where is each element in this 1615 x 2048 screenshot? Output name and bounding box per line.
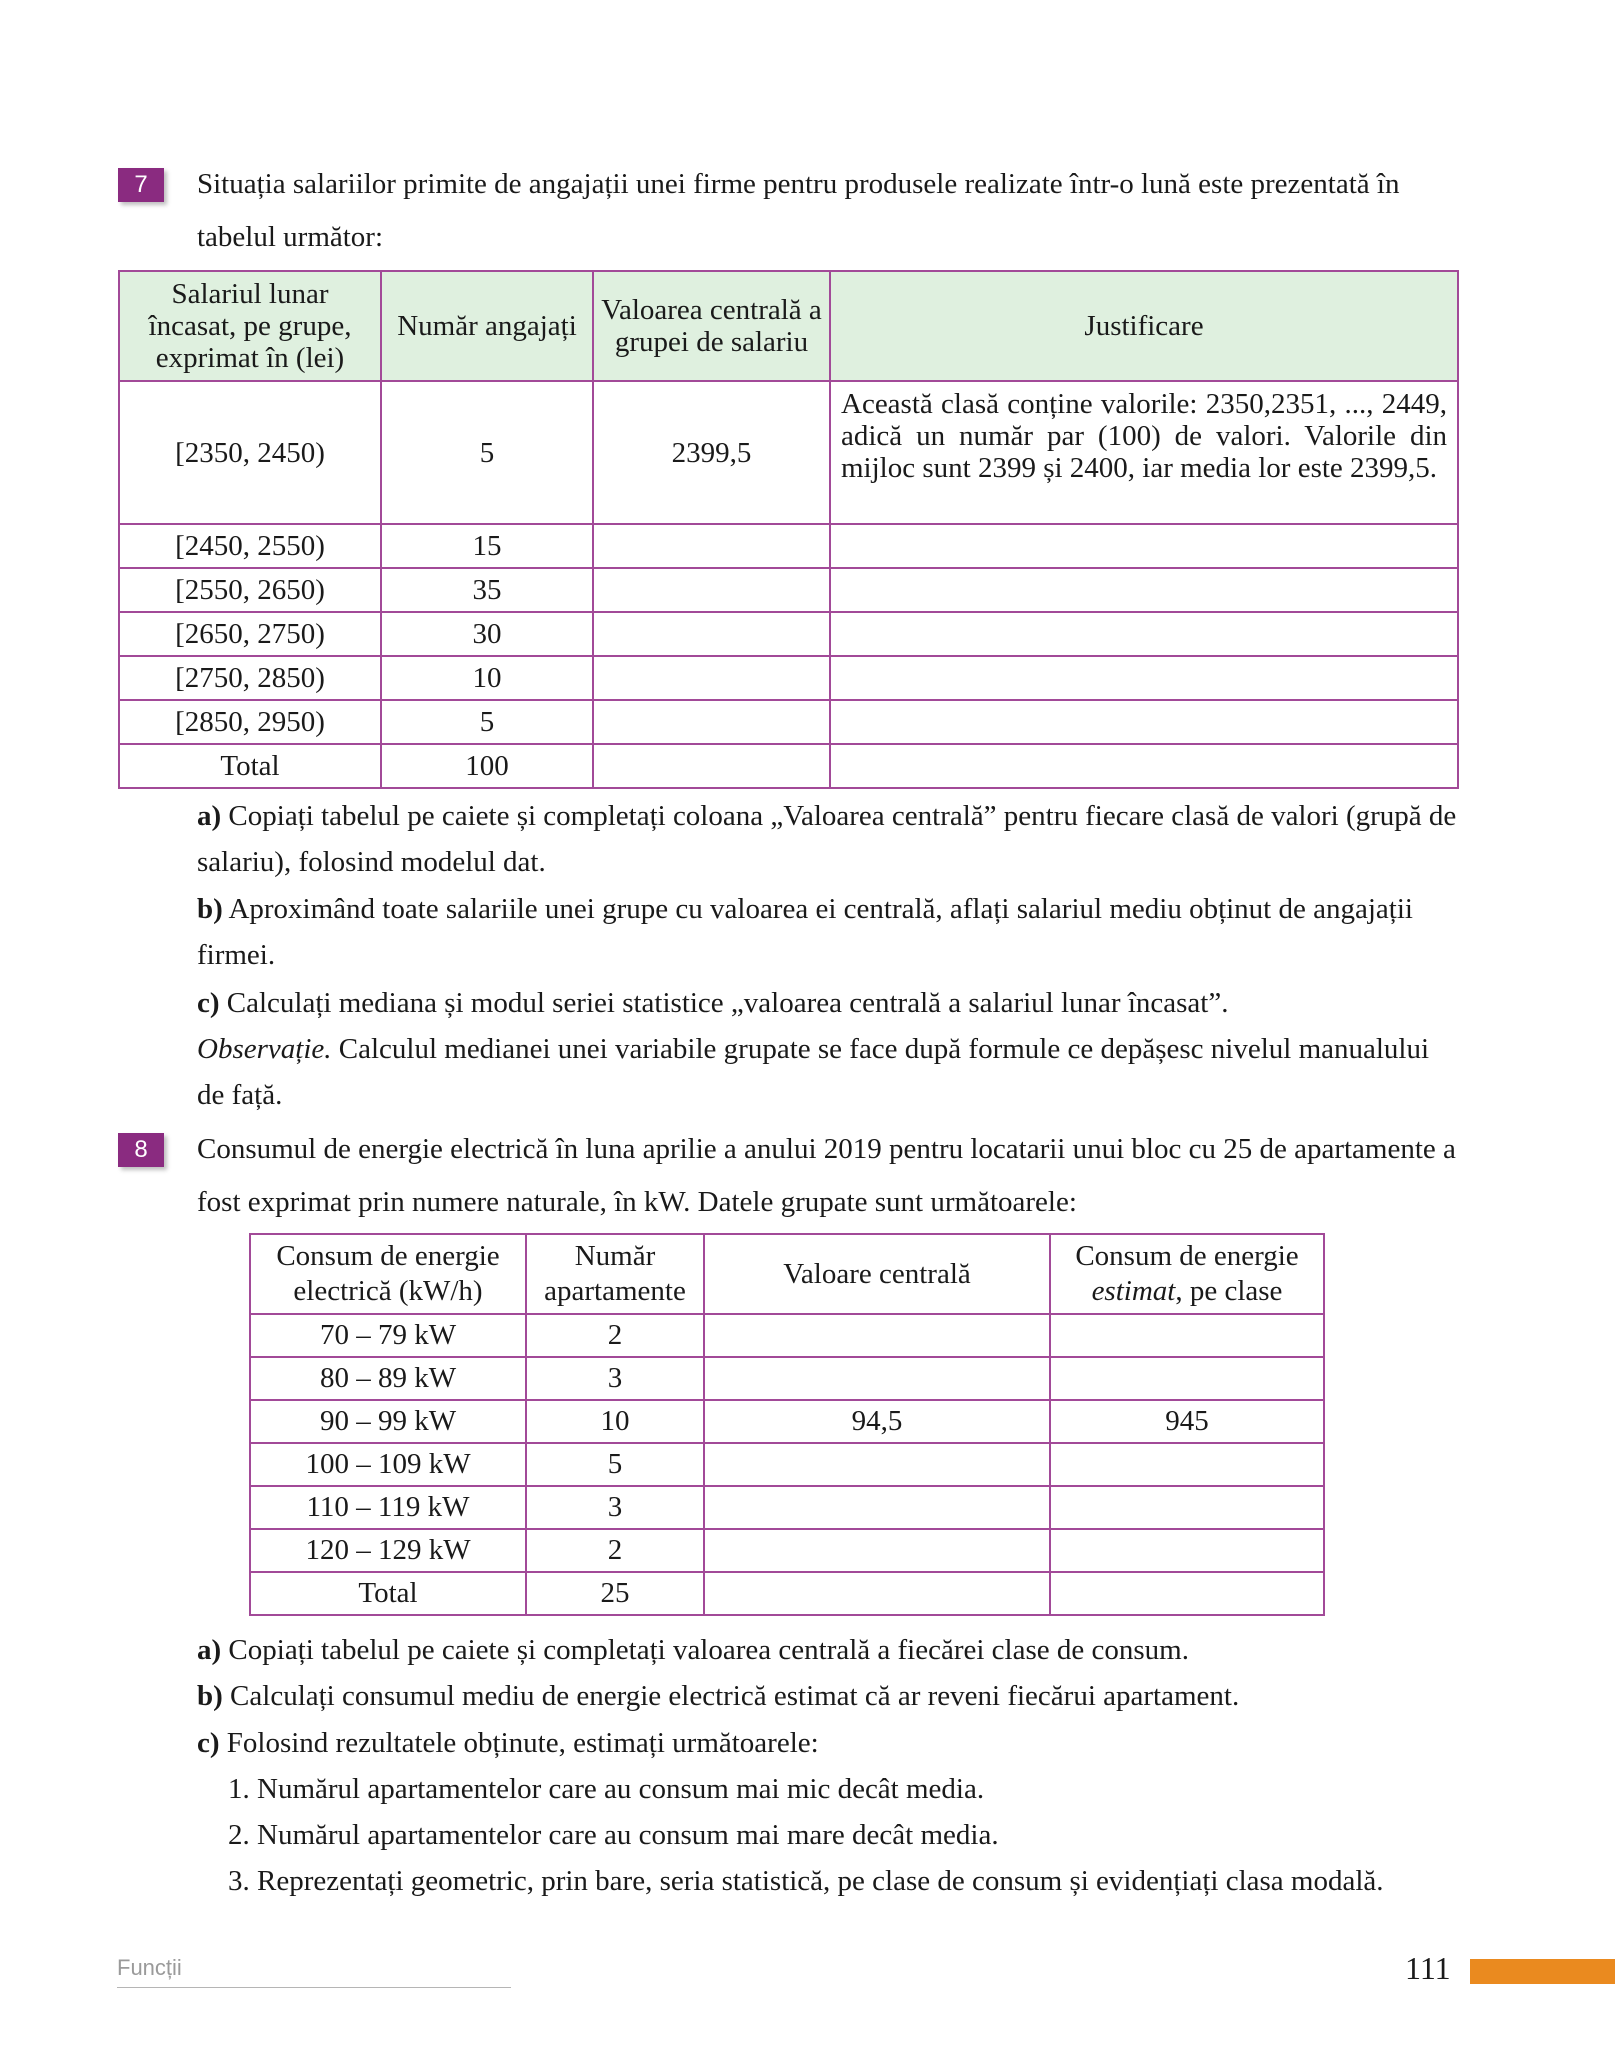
exercise-8-item-b: b) Calculați consumul mediu de energie electrică estimat că ar reveni fiecărui apartament. bbox=[197, 1680, 1240, 1712]
energy-header-central: Valoare centrală bbox=[704, 1234, 1050, 1314]
energy-header-count: Număr apartamente bbox=[526, 1234, 704, 1314]
exercise-7-item-a: a) Copiați tabelul pe caiete și completați coloana „Valoarea centrală” pentru fiecare clasă de valori (grupă de salariu), folosind modelul dat. bbox=[197, 800, 1457, 878]
footer-divider bbox=[117, 1987, 511, 1988]
exercise-8-subitem-1: 1. Numărul apartamentelor care au consum mai mic decât media. bbox=[228, 1773, 985, 1805]
exercise-7-item-b: b) Aproximând toate salariile unei grupe cu valoarea ei centrală, aflați salariul mediu obținut de angajații firmei. bbox=[197, 893, 1413, 971]
table-row: [2650, 2750) 30 bbox=[119, 612, 1458, 656]
justification-text: Această clasă conține valorile: 2350,2351, ..., 2449, adică un număr par (100) de valori. Valorile din mijloc sunt 2399 și 2400, iar media lor este 2399,5. bbox=[830, 381, 1458, 524]
exercise-8-badge: 8 bbox=[118, 1133, 164, 1167]
table-row: 80 – 89 kW 3 bbox=[250, 1357, 1324, 1400]
exercise-7-item-c: c) Calculați mediana și modul seriei statistice „valoarea centrală a salariul lunar încasat”. bbox=[197, 987, 1229, 1019]
exercise-8-item-a: a) Copiați tabelul pe caiete și completați valoarea centrală a fiecărei clase de consum. bbox=[197, 1634, 1189, 1666]
exercise-7-badge: 7 bbox=[118, 168, 164, 202]
table-row: 120 – 129 kW 2 bbox=[250, 1529, 1324, 1572]
table-row-total: Total 25 bbox=[250, 1572, 1324, 1615]
energy-table bbox=[249, 1233, 1325, 1616]
salary-header-justification: Justificare bbox=[830, 271, 1458, 381]
table-row: [2750, 2850) 10 bbox=[119, 656, 1458, 700]
exercise-8-subitem-3: 3. Reprezentați geometric, prin bare, seria statistică, pe clase de consum și evidențiați clasa modală. bbox=[228, 1865, 1384, 1897]
table-row: [2350, 2450) 5 2399,5 Această clasă conține valorile: 2350,2351, ..., 2449, adică un număr par (100) de valori. Valorile din mijloc sunt 2399 și 2400, iar media lor este 2399,5. bbox=[119, 381, 1458, 524]
table-row: [2450, 2550) 15 bbox=[119, 524, 1458, 568]
table-row: [2850, 2950) 5 bbox=[119, 700, 1458, 744]
exercise-7-intro: Situația salariilor primite de angajații unei firme pentru produsele realizate într-o lună este prezentată în tabelul următor: bbox=[197, 168, 1400, 253]
exercise-7-observation: Observație. Calculul medianei unei variabile grupate se face după formule ce depășesc nivelul manualului de față. bbox=[197, 1033, 1430, 1111]
exercise-8-item-c: c) Folosind rezultatele obținute, estimați următoarele: bbox=[197, 1727, 819, 1759]
salary-header-count: Număr angajați bbox=[381, 271, 593, 381]
table-row: 100 – 109 kW 5 bbox=[250, 1443, 1324, 1486]
page-accent-bar bbox=[1470, 1959, 1615, 1984]
table-row: 70 – 79 kW 2 bbox=[250, 1314, 1324, 1357]
table-row: 110 – 119 kW 3 bbox=[250, 1486, 1324, 1529]
chapter-label: Funcții bbox=[117, 1955, 182, 1980]
page-number: 111 bbox=[1405, 1950, 1451, 1986]
salary-table bbox=[118, 270, 1459, 789]
energy-header-consumption: Consum de energie electrică (kW/h) bbox=[250, 1234, 526, 1314]
salary-header-interval: Salariul lunar încasat, pe grupe, exprimat în (lei) bbox=[119, 271, 381, 381]
table-row: [2550, 2650) 35 bbox=[119, 568, 1458, 612]
table-row: 90 – 99 kW 10 94,5 945 bbox=[250, 1400, 1324, 1443]
exercise-8-subitem-2: 2. Numărul apartamentelor care au consum mai mare decât media. bbox=[228, 1819, 999, 1851]
salary-header-central: Valoarea centrală a grupei de salariu bbox=[593, 271, 830, 381]
exercise-8-intro: Consumul de energie electrică în luna aprilie a anului 2019 pentru locatarii unui bloc cu 25 de apartamente a fost exprimat prin numere naturale, în kW. Datele grupate sunt următoarele: bbox=[197, 1133, 1456, 1218]
table-row-total: Total 100 bbox=[119, 744, 1458, 788]
energy-header-estimated: Consum de energie estimat, pe clase bbox=[1050, 1234, 1324, 1314]
